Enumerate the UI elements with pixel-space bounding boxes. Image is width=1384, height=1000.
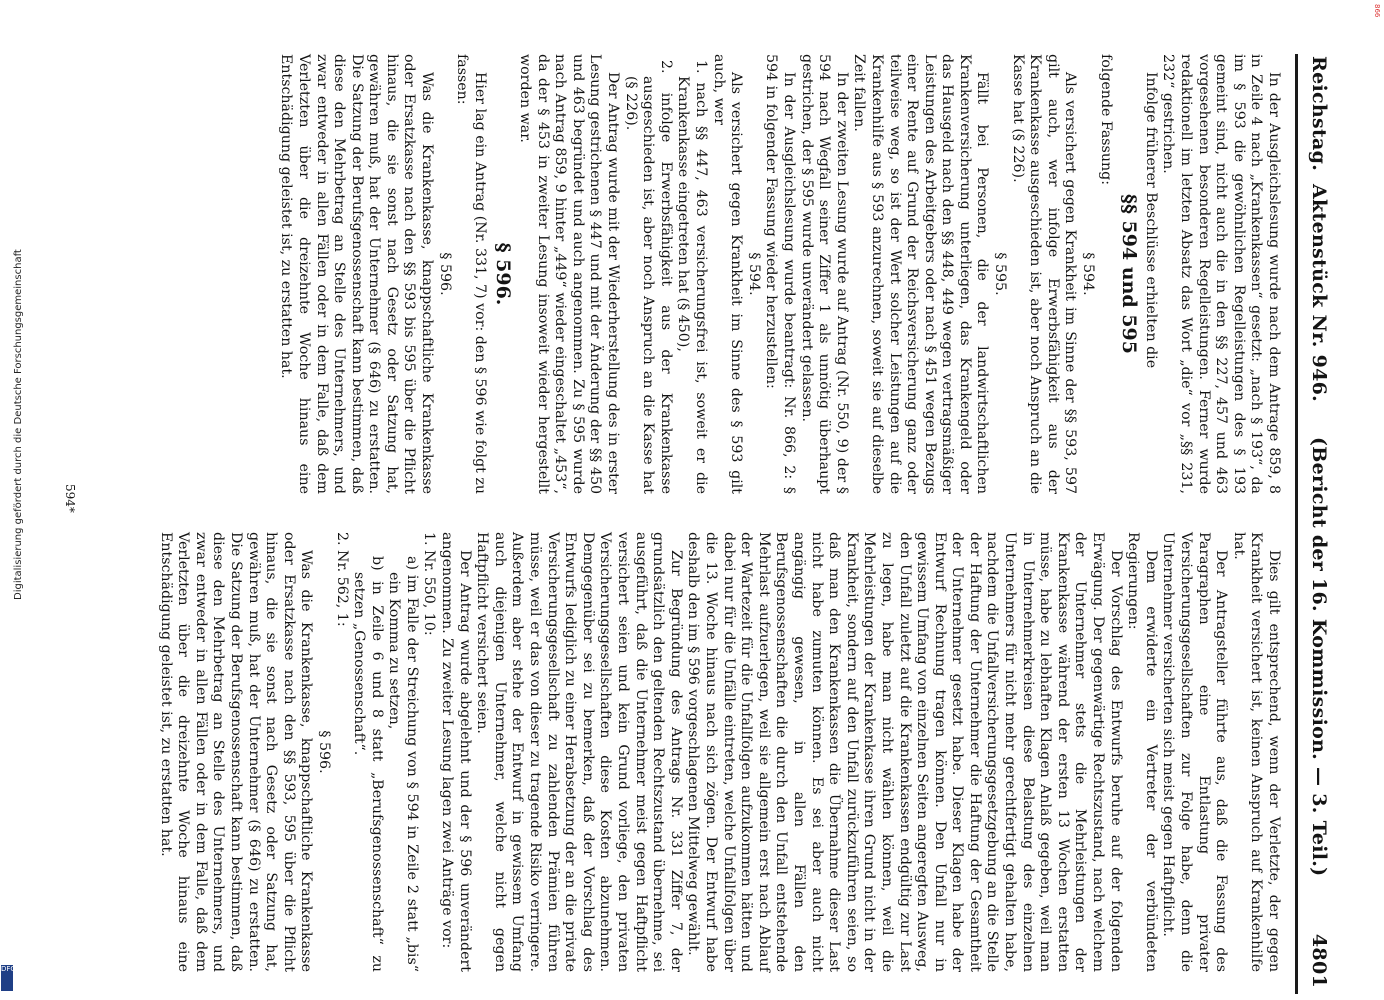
list-item: 2. infolge Erwerbsfähigkeit aus der Krankenkasse ausgeschieden ist, aber noch Anspruch an die Kasse hat (§ 226). (622, 60, 674, 494)
section-number: § 594. (1080, 252, 1097, 296)
funding-note: Digitalisierung gefördert durch die Deutsche Forschungsgemeinschaft (13, 249, 24, 600)
paragraph: Als versichert gegen Krankheit im Sinne der §§ 593, 597 gilt auch, wer infolge Erwerbsfähigkeit aus der Krankenkasse ausgeschieden ist, aber noch Anspruch an die Kasse hat (§ 226). (1009, 54, 1079, 494)
paragraph: Der Antragsteller führte aus, daß die Fassung des Paragraphen eine Entlastung privater Versicherungsgesellschaften zur Folge habe, denn die Unternehmer versicherten sich meist gegen Haftpflicht. (1160, 532, 1230, 972)
corner-mark: 866 (1373, 4, 1381, 18)
header-document-number: Aktenstück Nr. 946. (1308, 184, 1330, 403)
left-column (82, 54, 1282, 494)
paragraph: In der Ausgleichslesung wurde nach dem Antrage 859, 8 in Zeile 4 nach „Krankenkassen“ gesetzt: „nach § 193“, da im § 593 die gewöhnlichen Regelleistungen des § 193 gemeint sind, nicht auch die in den §§ 227, 457 und 463 vorgesehenen besonderen Regelleistungen. Ferner wurde redaktionell im letzten Absatz das Wort „die“ vor „§§ 231, 232“ gestrichen. (1160, 54, 1282, 494)
paragraph: Fällt bei Personen, die der landwirtschaftlichen Krankenversicherung unterliegen, das Krankengeld oder das Hausgeld nach den §§ 448, 449 wegen vertragsmäßiger Leistungen des Arbeitgebers oder nach § 451 wegen Bezugs einer Rente auf Grund der Reichsversicherung ganz oder teilweise weg, so ist der Wert solcher Leistungen auf die Krankenhilfe aus § 593 anzurechnen, soweit sie auf dieselbe Zeit fallen. (851, 54, 991, 494)
paragraph: folgende Fassung: (1097, 54, 1114, 185)
section-number: § 596. (315, 730, 332, 774)
list-item: 2. Nr. 562, 1: (333, 532, 350, 627)
paragraph: Dies gilt entsprechend, wenn der Verletzte, der gegen Krankheit versichert ist, keinen Anspruch auf Krankenhilfe hat. (1230, 532, 1282, 972)
list-item: 1. nach §§ 447, 463 versicherungsfrei ist, soweit er die Krankenkasse eingetreten hat (§ 450), (675, 60, 709, 494)
paragraph: Infolge früherer Beschlüsse erhielten die (1142, 72, 1159, 369)
section-number: § 594. (745, 252, 762, 296)
right-column (82, 532, 1282, 972)
paragraph: Was die Krankenkasse, knappschaftliche Krankenkasse oder Ersatzkasse nach den §§ 593 bis 595 über die Pflicht hinaus, die sie sonst nach Gesetz oder Satzung hat, gewähren muß, hat der Unternehmer (§ 646) zu erstatten. Die Satzung der Berufsgenossenschaft kann bestimmen, daß diese den Mehrbetrag an Stelle des Unternehmers, und zwar entweder in allen Fällen oder in dem Falle, daß dem Verletzten über die dreizehnte Woche hinaus eine Entschädigung geleistet ist, zu erstatten hat. (278, 54, 436, 494)
section-heading: § 596. (492, 242, 515, 306)
paragraph: In der Ausgleichslesung wurde beantragt: Nr. 866, 2: § 594 in folgender Fassung wieder herzustellen: (763, 54, 797, 494)
paragraph: Der Antrag wurde mit der Wiederherstellung des in erster Lesung gestrichenen § 447 und mit der Änderung der §§ 450 und 463 begründet und auch angenommen. Zu § 595 wurde nach Antrag 859, 9 hinter „449“ wieder eingeschaltet „453“, da der § 453 in zweiter Lesung insoweit wieder hergestellt worden war. (517, 54, 622, 494)
list-item: 1. Nr. 550, 10: (421, 532, 438, 636)
paragraph: Dem erwiderte ein Vertreter der verbündeten Regierungen: (1125, 532, 1159, 972)
header-page-number: 4801 (1308, 933, 1330, 988)
paragraph: Zur Begründung des Antrags Nr. 331 Ziffer 7, der grundsätzlich den geltenden Rechtszustand übernehme, sei ausgeführt, daß die Unternehmer meist gegen Haftpflicht versichert seien und kein Grund vorliege, den privaten Versicherungsgesellschaften diese Kosten abzunehmen. Demgegenüber sei zu bemerken, daß der Vorschlag des Entwurfs lediglich zu einer Herabsetzung der an die private Versicherungsgesellschaft zu zahlenden Prämien führen müsse, weil er das von dieser zu tragende Risiko verringere. Außerdem aber stehe der Entwurf in gewissem Umfang auch diejenigen Unternehmer, welche nicht gegen Haftpflicht versichert seien. (474, 532, 684, 972)
section-heading: §§ 594 und 595 (1118, 194, 1141, 354)
paragraph: Der Antrag wurde abgelehnt und der § 596 unverändert angenommen. Zu zweiter Lesung lagen zwei Anträge vor: (439, 532, 473, 972)
paragraph: Hier lag ein Antrag (Nr. 331, 7) vor: den § 596 wie folgt zu fassen: (454, 54, 488, 494)
paragraph: In der zweiten Lesung wurde auf Antrag (Nr. 550, 9) der § 594 nach Wegfall seiner Ziffer 1 als unnötig überhaupt gestrichen, der § 595 wurde unverändert gelassen. (798, 54, 850, 494)
list-item: a) im Falle der Streichung von § 594 in Zeile 2 statt „bis“ ein Komma zu setzen, (386, 556, 420, 972)
paragraph: Der Vorschlag des Entwurfs beruhe auf der folgenden Erwägung. Der gegenwärtige Rechtszustand, nach welchem der Unternehmer stets die Mehrleistungen der Krankenkasse während der ersten 13 Wochen erstatten müsse, habe zu lebhaften Klagen Anlaß gegeben, weil man in Unternehmerkreisen diese Belastung des einzelnen Unternehmers für nicht mehr gerechtfertigt gehalten habe, nachdem die Unfallversicherungsgesetzgebung an die Stelle der Haftung der Unternehmer die Haftung der Gesamtheit der Unternehmer gesetzt habe. Dieser Klagen habe der Entwurf Rechnung tragen können. Den Unfall nur in gewissem Umfang von einzelnen Seiten angeregten Ausweg, den Unfall zuletzt auf die Krankenkassen endgültig zur Last zu legen, habe man nicht wählen können, weil die Mehrleistungen der Krankenkasse ihren Grund nicht in der Krankheit, sondern auf den Unfall zurückzuführen seien, so daß man den Krankenkassen die Übernahme dieser Last nicht habe zumuten können. Es sei aber auch nicht angängig gewesen, in allen Fällen den Berufsgenossenschaften die durch den Unfall entstehende Mehrlast aufzuerlegen, weil sie allgemein erst nach Ablauf der Wartezeit für die Unfallfolgen aufzukommen hätten und dabei nur für die Unfälle eintreten, welche Unfallfolgen über die 13. Woche hinaus nach sich zögen. Der Entwurf habe deshalb den im § 596 vorgeschlagenen Mittelweg gewählt. (685, 532, 1124, 972)
header-aktenstueck (1308, 184, 1330, 877)
rotated-page-content (60, 54, 1330, 994)
page-header (1300, 54, 1330, 994)
page-mark: 594* (63, 484, 77, 513)
dfg-logo: DFG (1, 965, 13, 991)
list-item: b) in Zeile 6 und 8 statt „Berufsgenossenschaft“ zu setzen „Genossenschaft“. (351, 556, 385, 972)
header-reichstag: Reichstag. (1308, 56, 1330, 172)
margin-strip (0, 0, 24, 1000)
section-number: § 596. (436, 252, 453, 296)
paragraph: Was die Krankenkasse, knappschaftliche Krankenkasse oder Ersatzkasse nach den §§ 593, 595 über die Pflicht hinaus, die sie sonst nach Gesetz oder Satzung hat, gewähren muß, hat der Unternehmer (§ 646) zu erstatten. Die Satzung der Berufsgenossenschaft kann bestimmen, daß diese den Mehrbetrag an Stelle des Unternehmers, und zwar entweder in allen Fällen oder in dem Falle, daß dem Verletzten über die dreizehnte Woche hinaus eine Entschädigung geleistet ist, zu erstatten hat. (157, 532, 315, 972)
section-number: § 595. (992, 252, 1009, 296)
header-rule (1295, 54, 1298, 994)
paragraph: Als versichert gegen Krankheit im Sinne des § 593 gilt auch, wer (710, 54, 745, 494)
header-bracket: (Bericht der 16. Kommission. — 3. Teil.) (1308, 436, 1330, 877)
